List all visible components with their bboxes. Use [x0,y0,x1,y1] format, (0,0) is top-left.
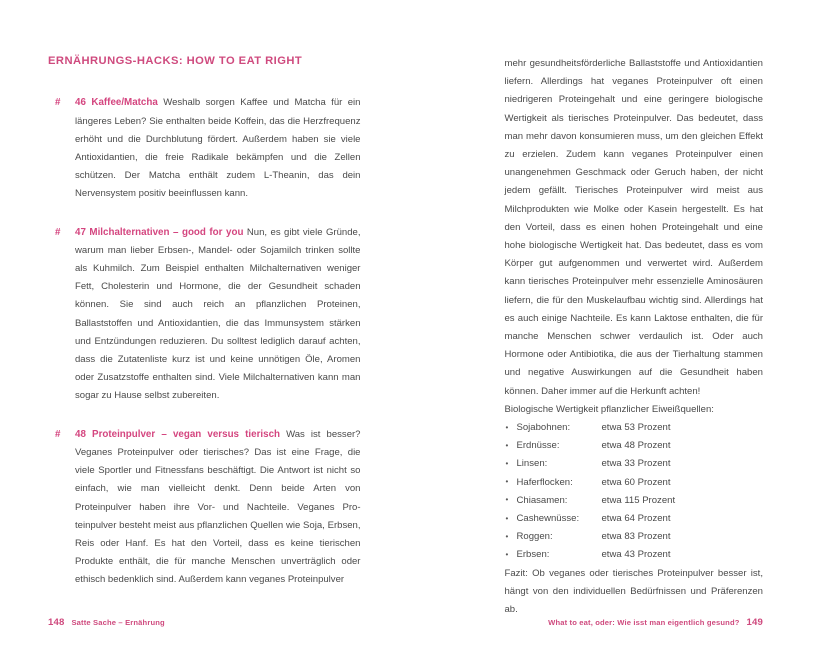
right-column-body [505,55,764,419]
footer-left [48,617,165,628]
page-number-left: 148 [48,617,65,628]
hash-marker: # [55,428,61,440]
source-label: • Cashewnüsse: [516,513,580,525]
conclusion-block [505,565,764,620]
right-page [417,0,833,648]
source-label: • Chiasamen: [516,494,568,506]
hack-title-46: 46 Kaffee/Matcha [75,97,158,109]
source-label: • Erbsen: [516,549,550,561]
footer-right [548,617,763,628]
footer-label-right: What to eat, oder: Wie isst man eigentlich gesund? [548,618,740,627]
hack-title-47: 47 Milchalternativen – good for you [75,226,244,238]
list-item [505,455,764,473]
source-value: etwa 115 Prozent [601,494,676,506]
list-item [505,492,764,510]
conclusion-paragraph: Fazit: Ob veganes oder tierisches Proteinpulver besser ist, hängt von den individuellen Bedürfnissen und Präferenzen ab. [504,567,763,616]
source-value: etwa 60 Prozent [601,476,671,488]
source-value: etwa 53 Prozent [601,422,671,434]
source-value: etwa 64 Prozent [601,513,671,525]
list-item [505,437,764,455]
section-title: ERNÄHRUNGS-HACKS: HOW TO EAT RIGHT [48,55,303,67]
source-label: • Erdnüsse: [516,440,560,452]
protein-source-list [505,419,764,565]
page-number-right: 149 [746,617,763,628]
source-value: etwa 33 Prozent [601,458,671,470]
list-item [505,546,764,564]
hack-body-46: Weshalb sorgen Kaffee und Matcha für ein längeres Leben? Sie enthalten beide Koffein, das die Herzfrequenz erhöht und die Durchblutung fördert. Außerdem haben sie viele Antioxidantien, die freie Radikale bekämpfen und die Zellen schützen. Der Matcha enthält zudem L-Theanin, das dein Nervensystem positiv beeinflussen kann. [75,97,361,200]
hack-body-47: Nun, es gibt viele Gründe, warum man lieber Erbsen-, Mandel- oder Sojamilch trinken sollte als Kuhmilch. Zum Beispiel enthalten Milchalternativen weniger Fett, Cholesterin und Hormone, die der Gesundheit schaden können. Sie sind auch reich an pflanzlichen Proteinen, Ballaststoffen und Antioxidantien, die das Immunsystem stärken und Entzündungen reduzieren. Du solltest lediglich darauf achten, dass die Zutatenliste kurz ist und keine unnötigen Öle, Aromen oder Zusatzstoffe enthalten sind. Viele Milchalternativen kann man sogar zu Hause selbst zubereiten. [75,226,361,402]
hash-marker: # [55,97,61,109]
hack-body-48: Was ist besser? Veganes Proteinpulver oder tierisches? Das ist eine Frage, die viele Sportler und Fitnessfans beschäftigt. Die Antwort ist nicht so einfach, wie man vielleicht denkt. Denn beide Arten von Proteinpulver haben ihre Vor- und Nachteile. Veganes Proteinpulver besteht meist aus pflanzlichen Quellen wie Soja, Erbsen, Reis oder Hanf. Es hat den Vorteil, dass es keine tierischen Produkte enthält, die für manche Menschen unverträglich oder ethisch bedenklich sind. Außerdem kann veganes Proteinpulver [75,428,361,586]
continuation-paragraph: mehr gesundheitsförderliche Ballaststoffe und Antioxidantien liefern. Allerdings hat veganes Proteinpulver oft einen niedrigeren Proteingehalt und eine geringere biologische Wertigkeit als tierisches Proteinpulver. Das bedeutet, dass man mehr davon konsumieren muss, um den gleichen Effekt zu erzielen. Zudem kann veganes Proteinpulver einen unangenehmen Geschmack oder Geruch haben, der nicht jedem gefällt. Tierisches Proteinpulver wird meist aus Milchprodukten wie Molke oder Kasein hergestellt. Es hat den Vorteil, dass es einen hohen Proteingehalt und eine hohe biologische Wertigkeit hat. Das bedeutet, dass es vom Körper gut aufgenommen und verwertet wird. Außerdem kann tierisches Proteinpulver mehr essenzielle Aminosäuren liefern, die für den Muskelaufbau wichtig sind. Allerdings hat es auch einige Nachteile. Es kann Laktose enthalten, die für manche Menschen schwer verdaulich ist. Oder auch Hormone oder Antibiotika, die aus der Tierhaltung stammen und negative Auswirkungen auf die Gesundheit haben können. Daher immer auf die Herkunft achten! [504,58,763,397]
hack-entry-48 [48,426,361,590]
source-value: etwa 83 Prozent [601,531,671,543]
hack-entry-47 [48,224,361,406]
source-label: • Haferflocken: [516,476,573,488]
source-label: • Linsen: [516,458,548,470]
footer-label-left: Satte Sache – Ernährung [71,618,165,627]
hack-list [48,94,361,589]
list-item [505,419,764,437]
list-item [505,510,764,528]
list-intro: Biologische Wertigkeit pflanzlicher Eiweißquellen: [504,403,714,415]
source-label: • Roggen: [516,531,553,543]
hack-entry-46 [48,94,361,203]
source-label: • Sojabohnen: [516,422,571,434]
source-value: etwa 43 Prozent [601,549,671,561]
hash-marker: # [55,226,61,238]
source-value: etwa 48 Prozent [601,440,671,452]
list-item [505,528,764,546]
list-item [505,474,764,492]
hack-title-48: 48 Proteinpulver – vegan versus tierisch [75,428,280,440]
